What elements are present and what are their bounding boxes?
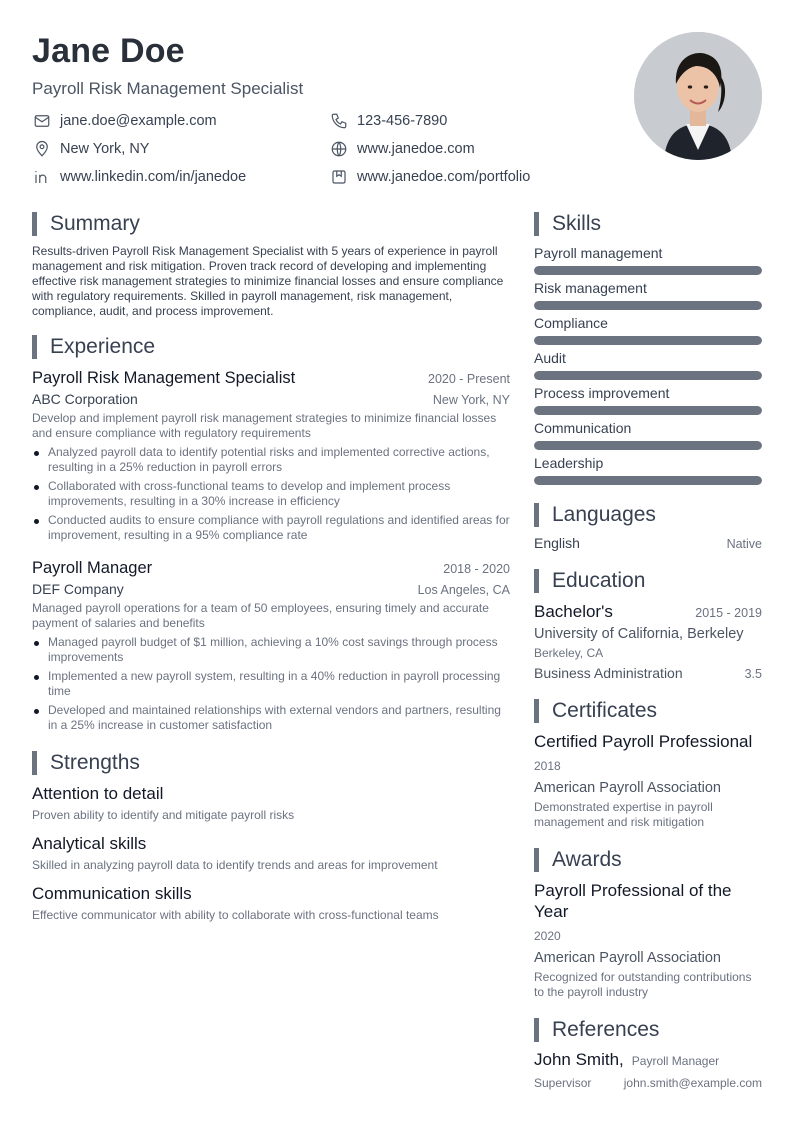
- education-gpa: 3.5: [744, 667, 762, 681]
- education-degree: Bachelor's: [534, 602, 613, 621]
- award-year: 2020: [534, 929, 561, 943]
- skill-level-bar: [534, 371, 762, 380]
- contact-location: [32, 138, 329, 160]
- strength-desc: Proven ability to identify and mitigate payroll risks: [32, 808, 295, 822]
- contact-email-text: jane.doe@example.com: [60, 113, 217, 129]
- education-dates: 2015 - 2019: [695, 606, 762, 620]
- skill-level-fill: [534, 441, 762, 450]
- skill-name: Payroll management: [534, 245, 663, 261]
- skill-item: [534, 279, 762, 310]
- references-section: [534, 1018, 762, 1090]
- section-marker: [534, 848, 539, 872]
- awards-section: [534, 848, 762, 1000]
- references-title: References: [552, 1018, 660, 1041]
- awards-heading: [534, 848, 762, 872]
- contact-linkedin[interactable]: [32, 166, 329, 188]
- skill-level-bar: [534, 336, 762, 345]
- section-marker: [534, 212, 539, 236]
- contact-website-text: www.janedoe.com: [357, 141, 475, 157]
- job-entry: [32, 557, 510, 733]
- education-section: [534, 569, 762, 681]
- contact-list: [32, 110, 612, 188]
- job-bullet: Implemented a new payroll system, resulting in a 40% reduction in payroll processing time: [32, 669, 510, 699]
- section-marker: [32, 335, 37, 359]
- award-org: American Payroll Association: [534, 950, 721, 966]
- strength-name: Communication skills: [32, 884, 192, 903]
- skill-name: Process improvement: [534, 385, 670, 401]
- education-school: University of California, Berkeley: [534, 626, 744, 642]
- strength-desc: Effective communicator with ability to collaborate with cross-functional teams: [32, 908, 439, 922]
- reference-relation: Supervisor: [534, 1076, 592, 1090]
- skill-item: [534, 314, 762, 345]
- section-marker: [534, 503, 539, 527]
- job-company: ABC Corporation: [32, 391, 138, 407]
- portfolio-icon: [329, 167, 349, 187]
- section-marker: [534, 569, 539, 593]
- contact-location-text: New York, NY: [60, 141, 150, 157]
- contact-website[interactable]: [329, 138, 612, 160]
- skill-name: Risk management: [534, 280, 647, 296]
- avatar: [634, 32, 762, 160]
- job-description: Managed payroll operations for a team of 50 employees, ensuring timely and accurate payment of salaries and benefits: [32, 601, 489, 630]
- contact-phone-text: 123-456-7890: [357, 113, 448, 129]
- skill-item: [534, 419, 762, 450]
- job-bullet: Managed payroll budget of $1 million, achieving a 10% cost savings through process improvements: [32, 635, 510, 665]
- language-level: Native: [726, 537, 762, 551]
- languages-title: Languages: [552, 503, 656, 526]
- reference-name: John Smith,: [534, 1050, 624, 1069]
- summary-heading: [32, 212, 510, 236]
- references-heading: [534, 1018, 762, 1042]
- candidate-title: Payroll Risk Management Specialist: [32, 79, 304, 98]
- job-description: Develop and implement payroll risk management strategies to minimize financial losses and ensure compliance with regulatory requirements: [32, 411, 497, 440]
- skill-level-fill: [534, 266, 762, 275]
- skills-section: [534, 212, 762, 485]
- skill-item: [534, 244, 762, 275]
- skill-name: Compliance: [534, 315, 608, 331]
- resume-header: [32, 30, 612, 188]
- job-bullets: [32, 445, 510, 543]
- skill-name: Leadership: [534, 455, 604, 471]
- contact-linkedin-text: www.linkedin.com/in/janedoe: [60, 169, 247, 185]
- job-title: Payroll Risk Management Specialist: [32, 369, 296, 387]
- job-bullet: Analyzed payroll data to identify potential risks and implemented corrective actions, resulting in a 25% reduction in payroll errors: [32, 445, 510, 475]
- certificate-org: American Payroll Association: [534, 780, 721, 796]
- strength-item: [32, 883, 510, 923]
- right-column: [534, 212, 762, 1108]
- reference-role: Payroll Manager: [631, 1054, 720, 1068]
- strengths-title: Strengths: [50, 751, 140, 774]
- job-bullet: Collaborated with cross-functional teams to develop and implement process improvements, resulting in a 30% increase in efficiency: [32, 479, 510, 509]
- skill-item: [534, 454, 762, 485]
- contact-portfolio[interactable]: [329, 166, 612, 188]
- reference-email[interactable]: john.smith@example.com: [623, 1076, 762, 1090]
- skill-level-bar: [534, 476, 762, 485]
- globe-icon: [329, 139, 349, 159]
- linkedin-icon: [32, 167, 52, 187]
- skills-heading: [534, 212, 762, 236]
- award-desc: Recognized for outstanding contributions to the payroll industry: [534, 970, 752, 999]
- skill-level-bar: [534, 441, 762, 450]
- experience-title: Experience: [50, 335, 156, 358]
- experience-heading: [32, 335, 510, 359]
- job-company: DEF Company: [32, 581, 124, 597]
- education-heading: [534, 569, 762, 593]
- certificates-title: Certificates: [552, 699, 658, 722]
- certificates-section: [534, 699, 762, 830]
- job-bullet: Conducted audits to ensure compliance with payroll regulations and identified areas for improvement, resulting in a 95% compliance rate: [32, 513, 510, 543]
- section-marker: [534, 699, 539, 723]
- strength-item: [32, 783, 510, 823]
- contact-email[interactable]: [32, 110, 329, 132]
- left-column: [32, 212, 510, 933]
- education-location: Berkeley, CA: [534, 646, 604, 660]
- contact-portfolio-text: www.janedoe.com/portfolio: [357, 169, 531, 185]
- summary-text: Results-driven Payroll Risk Management Specialist with 5 years of experience in payroll management and risk mitigation. Proven track record of developing and implementing effective risk management strategies to minimize financial losses and ensure compliance with regulatory requirements. Skilled in payroll management, risk management, compliance, audit, and process improvement.: [32, 244, 504, 318]
- avatar-illustration: [634, 32, 762, 160]
- languages-section: [534, 503, 762, 551]
- award-title: Payroll Professional of the Year: [534, 881, 732, 921]
- strength-name: Analytical skills: [32, 834, 147, 853]
- languages-heading: [534, 503, 762, 527]
- skill-level-fill: [534, 336, 762, 345]
- skill-name: Communication: [534, 420, 632, 436]
- job-dates: 2018 - 2020: [443, 562, 510, 576]
- skill-item: [534, 349, 762, 380]
- language-item: [534, 535, 762, 551]
- location-icon: [32, 139, 52, 159]
- strength-desc: Skilled in analyzing payroll data to identify trends and areas for improvement: [32, 858, 438, 872]
- skill-name: Audit: [534, 350, 566, 366]
- skill-level-fill: [534, 476, 762, 485]
- strengths-heading: [32, 751, 510, 775]
- job-location: New York, NY: [432, 393, 510, 407]
- certificates-heading: [534, 699, 762, 723]
- skills-title: Skills: [552, 212, 602, 235]
- certificate-title: Certified Payroll Professional: [534, 732, 753, 751]
- contact-phone[interactable]: [329, 110, 612, 132]
- job-entry: [32, 367, 510, 543]
- skill-level-bar: [534, 301, 762, 310]
- skill-level-bar: [534, 406, 762, 415]
- job-bullets: [32, 635, 510, 733]
- skill-level-fill: [534, 406, 762, 415]
- job-location: Los Angeles, CA: [417, 583, 510, 597]
- phone-icon: [329, 111, 349, 131]
- skill-level-bar: [534, 266, 762, 275]
- certificate-desc: Demonstrated expertise in payroll management and risk mitigation: [534, 800, 713, 829]
- skill-level-fill: [534, 301, 762, 310]
- education-title: Education: [552, 569, 646, 592]
- job-dates: 2020 - Present: [428, 372, 510, 386]
- summary-title: Summary: [50, 212, 140, 235]
- job-bullet: Developed and maintained relationships with external vendors and partners, resulting in a 25% increase in customer satisfaction: [32, 703, 510, 733]
- awards-title: Awards: [552, 848, 622, 871]
- job-title: Payroll Manager: [32, 559, 153, 577]
- candidate-name: Jane Doe: [32, 32, 185, 70]
- strength-name: Attention to detail: [32, 784, 164, 803]
- education-field: Business Administration: [534, 665, 683, 681]
- skills-list: [534, 244, 762, 485]
- mail-icon: [32, 111, 52, 131]
- language-name: English: [534, 535, 580, 551]
- section-marker: [32, 212, 37, 236]
- section-marker: [534, 1018, 539, 1042]
- section-marker: [32, 751, 37, 775]
- strength-item: [32, 833, 510, 873]
- skill-level-fill: [534, 371, 762, 380]
- skill-item: [534, 384, 762, 415]
- certificate-year: 2018: [534, 759, 561, 773]
